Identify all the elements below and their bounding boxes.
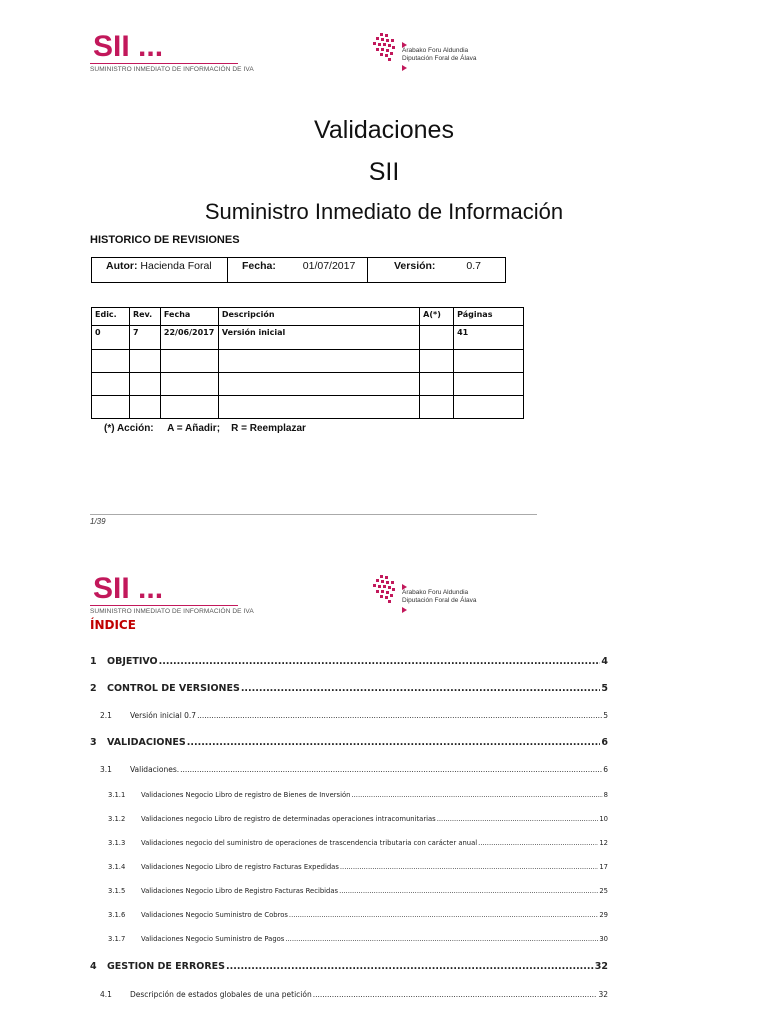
sii-logo-rule (90, 63, 238, 64)
toc-page: 25 (599, 887, 608, 895)
page-number: 1/39 (90, 517, 106, 526)
doc-title: Validaciones (314, 116, 454, 144)
sii-subtitle: SUMINISTRO INMEDIATO DE INFORMACIÓN DE IVA (90, 66, 254, 73)
toc-number: 3.1.2 (108, 815, 126, 823)
toc-entry[interactable] (100, 711, 608, 720)
cell (129, 396, 160, 419)
toc-number: 3.1.1 (108, 791, 126, 799)
footer-rule (90, 514, 537, 515)
toc-page: 12 (599, 839, 608, 847)
toc-leader (313, 990, 598, 999)
index-title: ÍNDICE (90, 618, 136, 632)
cell (92, 373, 130, 396)
toc-label: Validaciones. (130, 765, 180, 774)
toc-entry[interactable] (108, 791, 608, 799)
header-rev: Rev. (129, 308, 160, 326)
cell (218, 396, 419, 419)
toc-entry[interactable] (100, 765, 608, 774)
cell (92, 396, 130, 419)
dfa-logo-icon (372, 32, 402, 62)
toc-number: 3 (90, 737, 97, 748)
toc-label: Versión inicial 0.7 (130, 711, 197, 720)
dfa-line1: Arabako Foru Aldundia (402, 47, 469, 54)
table-row (92, 350, 524, 373)
toc-number: 3.1.6 (108, 911, 126, 919)
author-label: Autor: (106, 260, 138, 272)
table-header-row (92, 308, 524, 326)
doc-subtitle: Suministro Inmediato de Información (204, 199, 564, 224)
toc-label: Validaciones Negocio Suministro de Cobros (141, 911, 288, 919)
toc-leader (437, 815, 599, 823)
toc-label: CONTROL DE VERSIONES (107, 683, 240, 694)
version-cell (368, 258, 505, 282)
toc-leader (241, 683, 601, 694)
toc-page: 6 (601, 737, 608, 748)
toc-page: 5 (601, 683, 608, 694)
sii-subtitle: SUMINISTRO INMEDIATO DE INFORMACIÓN DE IVA (90, 608, 254, 615)
toc-number: 2.1 (100, 711, 112, 720)
dfa-logo-icon (372, 574, 402, 604)
toc-page: 32 (598, 990, 608, 999)
toc-entry[interactable] (90, 656, 608, 667)
toc-label: Descripción de estados globales de una petición (130, 990, 312, 999)
toc-leader (180, 765, 602, 774)
toc-page: 17 (599, 863, 608, 871)
toc-label: Validaciones Negocio Libro de registro Facturas Expedidas (141, 863, 339, 871)
cell (218, 350, 419, 373)
header-edic: Edic. (92, 308, 130, 326)
sii-logo-dots: ... (138, 30, 164, 63)
toc-leader (351, 791, 602, 799)
toc-leader (478, 839, 598, 847)
toc-leader (226, 961, 594, 972)
toc-entry[interactable] (108, 815, 608, 823)
toc-page: 32 (594, 961, 608, 972)
sii-logo-dots: ... (138, 572, 164, 605)
cell (454, 373, 524, 396)
toc-page: 4 (601, 656, 608, 667)
toc-number: 2 (90, 683, 97, 694)
toc-entry[interactable] (108, 887, 608, 895)
toc-leader (289, 911, 598, 919)
toc-entry[interactable] (90, 737, 608, 748)
dfa-line2: Diputación Foral de Álava (402, 55, 477, 62)
header-fecha: Fecha (160, 308, 218, 326)
toc-label: Validaciones negocio Libro de registro de determinadas operaciones intracomunitarias (141, 815, 436, 823)
toc-label: OBJETIVO (107, 656, 158, 667)
header-paginas: Páginas (454, 308, 524, 326)
sii-logo (93, 32, 163, 62)
toc-leader (285, 935, 598, 943)
cell (160, 350, 218, 373)
date-label: Fecha: (242, 260, 276, 272)
toc-page: 6 (603, 765, 608, 774)
toc-leader (339, 887, 598, 895)
toc-number: 3.1.7 (108, 935, 126, 943)
cell (160, 396, 218, 419)
date-cell (228, 258, 368, 282)
toc-entry[interactable] (90, 961, 608, 972)
cell (420, 326, 454, 350)
toc-number: 1 (90, 656, 97, 667)
dfa-arrow-icon (402, 607, 407, 613)
cell (420, 396, 454, 419)
version-label: Versión: (394, 260, 436, 272)
header-descripcion: Descripción (218, 308, 419, 326)
toc-number: 4.1 (100, 990, 112, 999)
cell (420, 373, 454, 396)
toc-entry[interactable] (108, 911, 608, 919)
toc-page: 5 (603, 711, 608, 720)
toc-number: 3.1.4 (108, 863, 126, 871)
sii-logo-rule (90, 605, 238, 606)
dfa-line1: Arabako Foru Aldundia (402, 589, 469, 596)
toc-leader (340, 863, 598, 871)
table-row (92, 373, 524, 396)
sii-logo-text: SII (93, 572, 130, 605)
cell: Versión inicial (218, 326, 419, 350)
toc-entry[interactable] (90, 683, 608, 694)
toc-leader (197, 711, 602, 720)
toc-number: 4 (90, 961, 97, 972)
action-legend: (*) Acción: A = Añadir; R = Reemplazar (104, 423, 306, 434)
toc-label: Validaciones Negocio Libro de Registro Facturas Recibidas (141, 887, 339, 895)
toc-number: 3.1.3 (108, 839, 126, 847)
toc-entry[interactable] (100, 990, 608, 999)
cell: 41 (454, 326, 524, 350)
doc-title-acronym: SII (368, 158, 400, 186)
version-value: 0.7 (466, 260, 481, 272)
author-value: Hacienda Foral (140, 260, 212, 272)
toc-label: Validaciones Negocio Suministro de Pagos (141, 935, 285, 943)
cell (129, 373, 160, 396)
dfa-line2: Diputación Foral de Álava (402, 597, 477, 604)
toc-page: 8 (603, 791, 608, 799)
table-row (92, 326, 524, 350)
toc-label: Validaciones Negocio Libro de registro de Bienes de Inversión (141, 791, 351, 799)
cell: 7 (129, 326, 160, 350)
dfa-arrow-icon (402, 65, 407, 71)
history-label: HISTORICO DE REVISIONES (90, 234, 240, 246)
cell (218, 373, 419, 396)
toc-number: 3.1 (100, 765, 112, 774)
cell (129, 350, 160, 373)
toc-leader (187, 737, 601, 748)
cell (420, 350, 454, 373)
date-value: 01/07/2017 (302, 260, 356, 272)
author-box (91, 257, 506, 283)
toc-label: Validaciones negocio del suministro de operaciones de trascendencia tributaria con carácter anual (141, 839, 478, 847)
cell (92, 350, 130, 373)
revisions-table (91, 307, 524, 419)
toc-page: 29 (599, 911, 608, 919)
cell: 22/06/2017 (160, 326, 218, 350)
sii-logo-text: SII (93, 30, 130, 63)
toc-leader (159, 656, 601, 667)
header-accion: A(*) (420, 308, 454, 326)
toc-label: GESTION DE ERRORES (107, 961, 226, 972)
cell (160, 373, 218, 396)
toc-label: VALIDACIONES (107, 737, 186, 748)
toc-entry[interactable] (108, 935, 608, 943)
toc-page: 10 (599, 815, 608, 823)
cell (454, 396, 524, 419)
table-row (92, 396, 524, 419)
toc-entry[interactable] (108, 863, 608, 871)
toc-entry[interactable] (108, 839, 608, 847)
cell: 0 (92, 326, 130, 350)
toc-number: 3.1.5 (108, 887, 126, 895)
sii-logo (93, 574, 163, 604)
toc-page: 30 (599, 935, 608, 943)
author-cell (92, 258, 228, 282)
cell (454, 350, 524, 373)
